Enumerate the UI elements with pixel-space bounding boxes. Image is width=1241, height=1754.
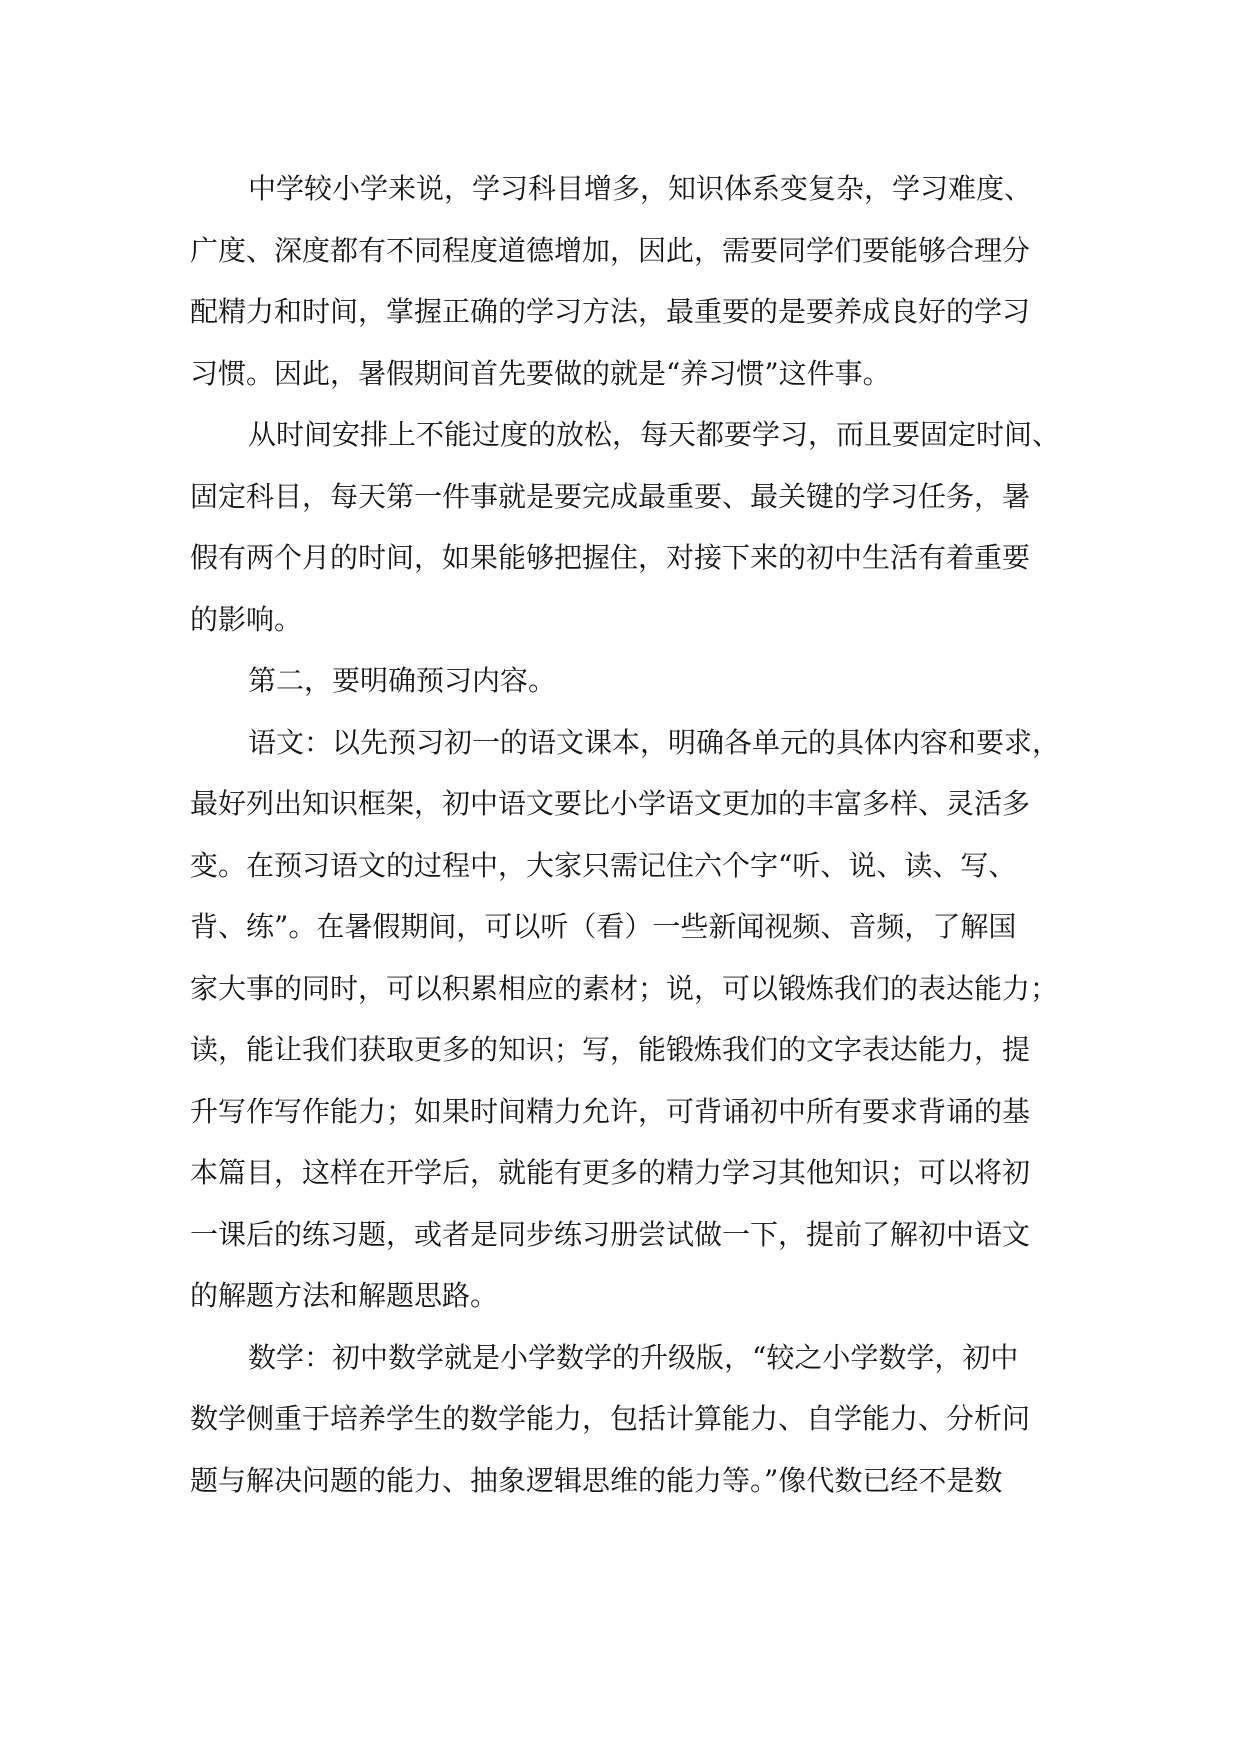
text-line: 升写作写作能力；如果时间精力允许，可背诵初中所有要求背诵的基 <box>190 1094 1031 1128</box>
text-line: 背、练”。在暑假期间，可以听（看）一些新闻视频、音频，了解国 <box>190 910 1017 943</box>
text-line: 题与解决问题的能力、抽象逻辑思维的能力等。”像代数已经不是数 <box>190 1463 1003 1497</box>
body-text <box>190 158 1070 1511</box>
text-line: 的影响。 <box>190 602 303 636</box>
text-line: 语文：以先预习初一的语文课本，明确各单元的具体内容和要求， <box>248 725 1061 759</box>
section-heading: 第二，要明确预习内容。 <box>248 664 557 697</box>
text-line: 数学：初中数学就是小学数学的升级版，“较之小学数学，初中 <box>248 1340 1019 1374</box>
text-line: 读，能让我们获取更多的知识；写，能锻炼我们的文字表达能力，提 <box>190 1033 1031 1066</box>
text-line: 配精力和时间，掌握正确的学习方法，最重要的是要养成良好的学习 <box>190 295 1031 328</box>
text-line: 本篇目，这样在开学后，就能有更多的精力学习其他知识；可以将初 <box>190 1156 1031 1189</box>
text-line: 变。在预习语文的过程中，大家只需记住六个字“听、说、读、写、 <box>190 848 1017 882</box>
text-line: 中学较小学来说，学习科目增多，知识体系变复杂，学习难度、 <box>248 172 1033 205</box>
text-line: 习惯。因此，暑假期间首先要做的就是“养习惯”这件事。 <box>190 356 891 390</box>
text-line: 假有两个月的时间，如果能够把握住，对接下来的初中生活有着重要 <box>190 541 1031 574</box>
text-line: 数学侧重于培养学生的数学能力，包括计算能力、自学能力、分析问 <box>190 1402 1031 1435</box>
text-line: 广度、深度都有不同程度道德增加，因此，需要同学们要能够合理分 <box>190 233 1031 267</box>
text-line: 一课后的练习题，或者是同步练习册尝试做一下，提前了解初中语文 <box>190 1217 1031 1251</box>
text-line: 家大事的同时，可以积累相应的素材；说，可以锻炼我们的表达能力； <box>190 971 1059 1005</box>
text-line: 最好列出知识框架，初中语文要比小学语文更加的丰富多样、灵活多 <box>190 787 1031 820</box>
text-line: 从时间安排上不能过度的放松，每天都要学习，而且要固定时间、 <box>248 418 1061 451</box>
text-line: 固定科目，每天第一件事就是要完成最重要、最关键的学习任务，暑 <box>190 479 1031 513</box>
text-line: 的解题方法和解题思路。 <box>190 1279 499 1312</box>
